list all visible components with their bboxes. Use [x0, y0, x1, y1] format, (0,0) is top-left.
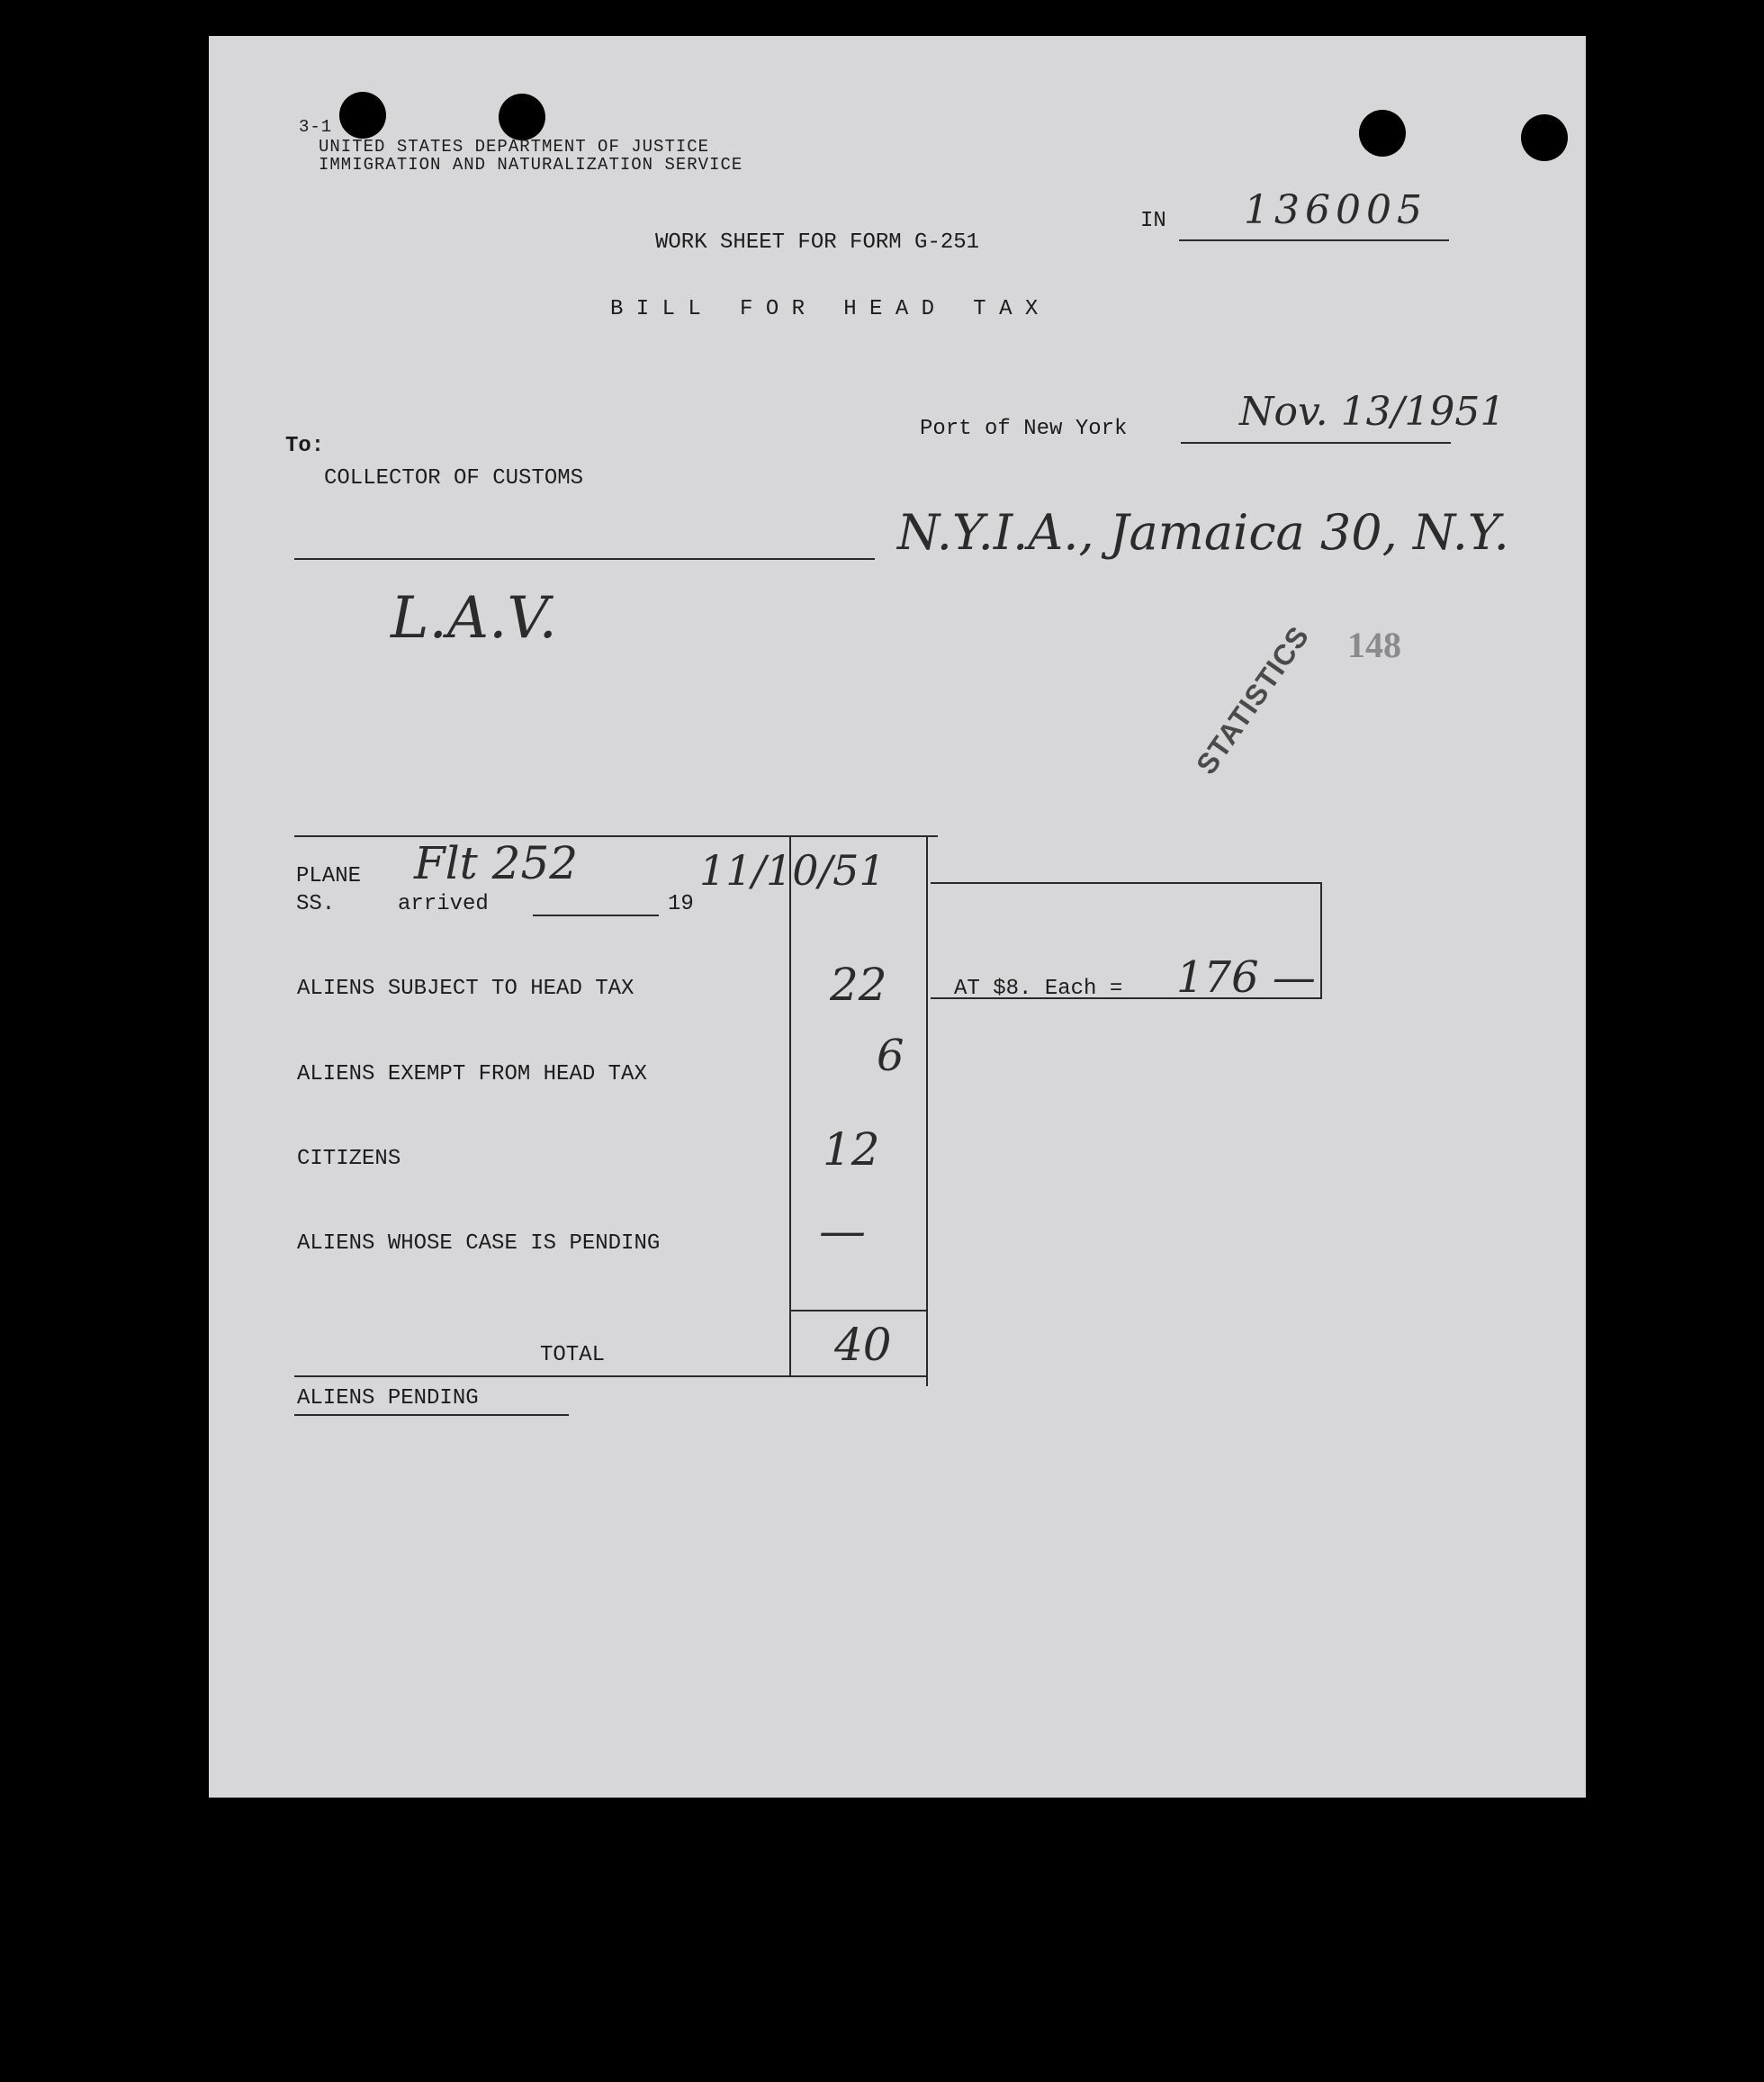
port-date: Nov. 13/1951: [1239, 389, 1506, 435]
total-label: TOTAL: [540, 1343, 606, 1367]
punch-hole: [499, 94, 545, 140]
arrived-line: [533, 915, 659, 916]
total-value: 40: [834, 1319, 892, 1371]
row-value-subject: 22: [830, 959, 887, 1011]
worksheet-title: WORK SHEET FOR FORM G-251: [655, 230, 980, 255]
flight-handwritten: Flt 252: [414, 837, 579, 889]
to-label: To:: [285, 434, 325, 458]
port-label: Port of New York: [920, 417, 1128, 441]
punch-hole: [339, 92, 386, 139]
form-code: 3-1: [299, 117, 333, 137]
service-heading: IMMIGRATION AND NATURALIZATION SERVICE: [319, 155, 743, 175]
row-label-exempt: ALIENS EXEMPT FROM HEAD TAX: [297, 1062, 647, 1086]
arrival-date-handwritten: 11/10/51: [699, 846, 886, 895]
aliens-pending-line: [294, 1414, 569, 1416]
row-label-subject: ALIENS SUBJECT TO HEAD TAX: [297, 977, 634, 1001]
ss-label: SS.: [296, 892, 336, 916]
row-value-pending: —: [819, 1204, 866, 1258]
row-value-citizens: 12: [823, 1123, 880, 1176]
in-number-line: [1179, 239, 1449, 241]
in-label: IN: [1140, 209, 1166, 233]
row-label-citizens: CITIZENS: [297, 1147, 401, 1171]
aliens-pending-label: ALIENS PENDING: [297, 1386, 479, 1411]
tax-amount: 176 —: [1176, 952, 1316, 1003]
total-separator: [789, 1310, 928, 1311]
stamp-number: 148: [1347, 625, 1401, 665]
arrived-label: arrived: [398, 892, 489, 916]
rate-label: AT $8. Each =: [954, 977, 1123, 1001]
year-prefix: 19: [668, 892, 694, 916]
count-column-left: [789, 835, 791, 1375]
document-page: [209, 36, 1586, 1798]
location-handwritten: N.Y.I.A., Jamaica 30, N.Y.: [897, 504, 1509, 561]
count-column-right: [926, 835, 928, 1386]
tax-box-top: [931, 882, 1322, 884]
date-line: [1181, 442, 1451, 444]
row-label-pending: ALIENS WHOSE CASE IS PENDING: [297, 1231, 661, 1256]
table-top-border: [294, 835, 938, 837]
plane-label: PLANE: [296, 864, 362, 888]
bill-title: B I L L F O R H E A D T A X: [610, 297, 1039, 321]
initials-handwritten: L.A.V.: [391, 585, 557, 652]
table-bottom-border: [294, 1375, 928, 1377]
row-value-exempt: 6: [877, 1031, 904, 1081]
address-line: [294, 558, 875, 560]
punch-hole: [1521, 114, 1568, 161]
punch-hole: [1359, 110, 1406, 157]
tax-box-right: [1320, 882, 1322, 999]
collector-label: COLLECTOR OF CUSTOMS: [324, 466, 584, 491]
in-number: 136005: [1244, 187, 1427, 233]
statistics-stamp: STATISTICS: [1190, 619, 1316, 780]
department-heading: UNITED STATES DEPARTMENT OF JUSTICE: [319, 137, 710, 157]
